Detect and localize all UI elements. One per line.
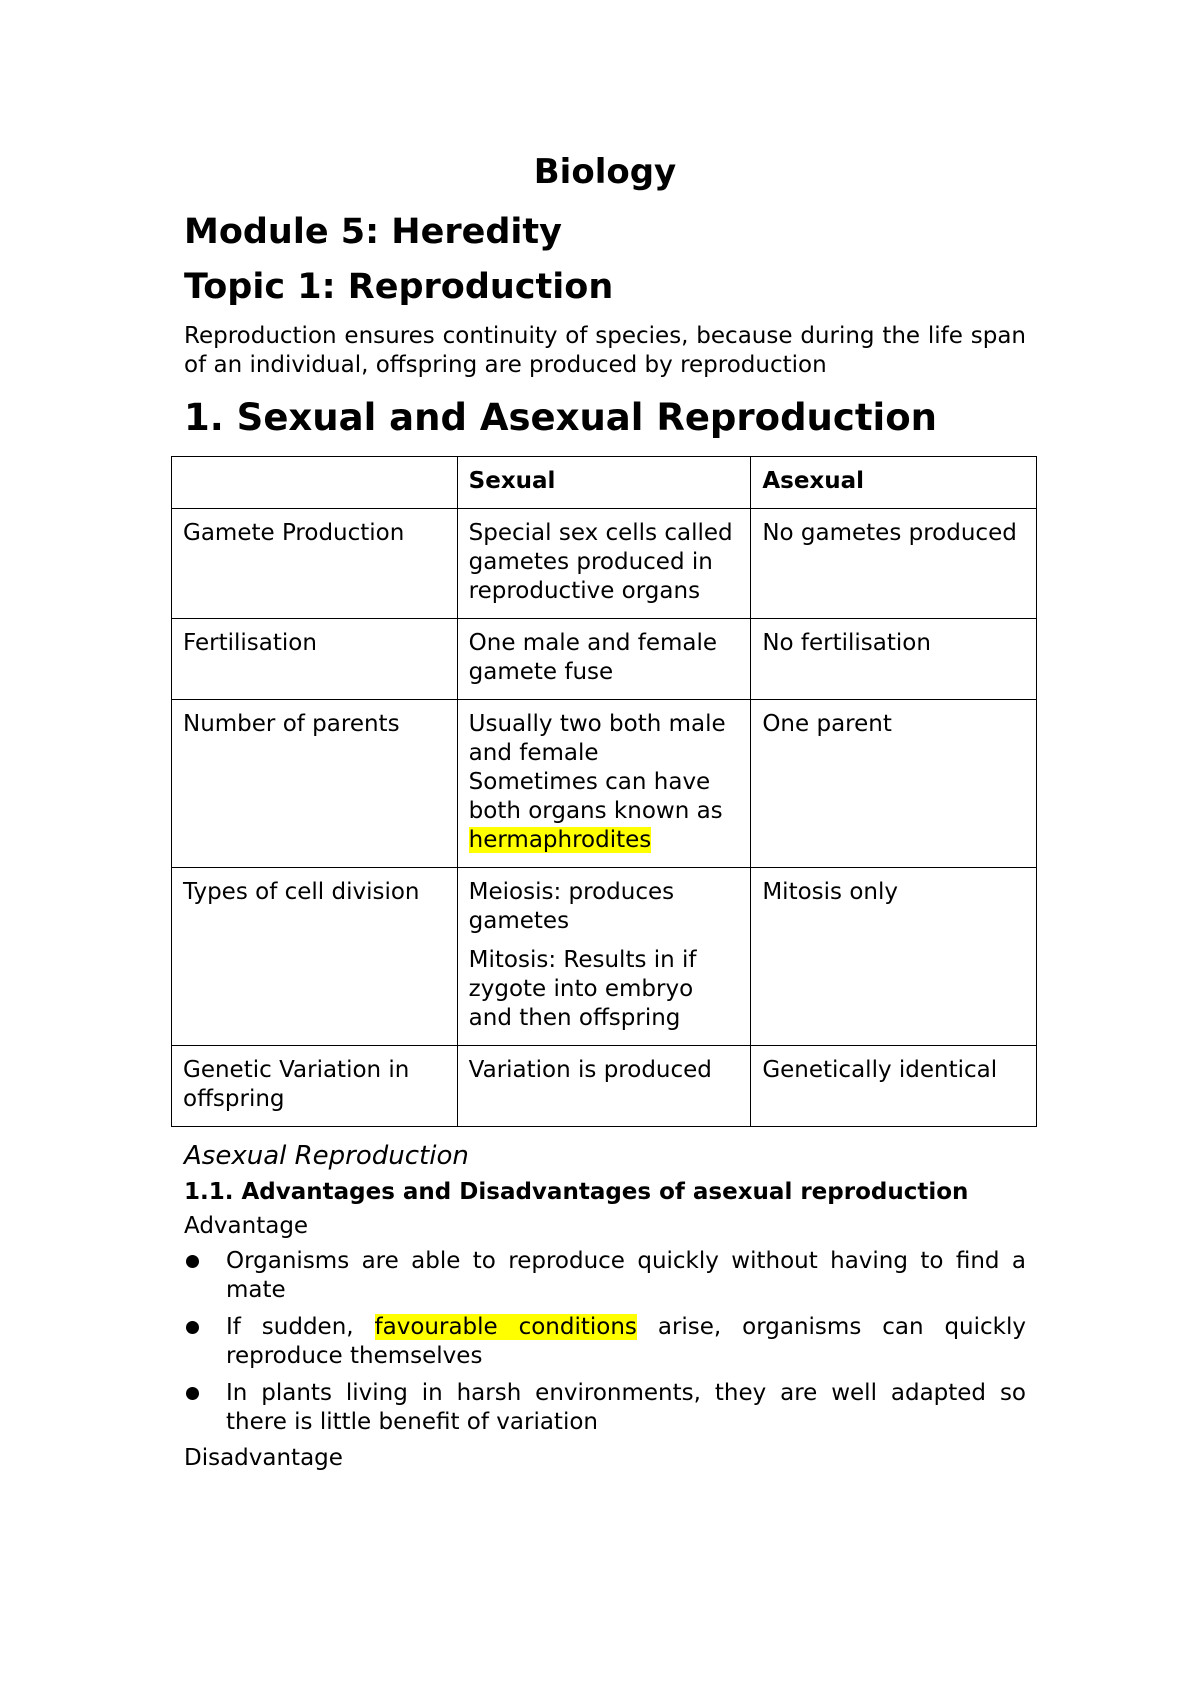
row-label: Genetic Variation in offspring: [172, 1045, 458, 1126]
sexual-cell-line: Usually two both male and female: [468, 710, 726, 766]
row-label: Fertilisation: [172, 618, 458, 699]
asexual-cell: Genetically identical: [751, 1045, 1037, 1126]
list-item: [184, 1313, 1026, 1371]
row-label: Gamete Production: [172, 508, 458, 618]
highlighted-term: favourable conditions: [374, 1313, 637, 1340]
table-row: [172, 618, 1037, 699]
asexual-cell: One parent: [751, 699, 1037, 867]
sexual-cell-paragraph: Mitosis: Results in if zygote into embryo and then offspring: [468, 946, 697, 1031]
row-label: Types of cell division: [172, 867, 458, 1045]
asexual-cell: No gametes produced: [751, 508, 1037, 618]
asexual-cell: No fertilisation: [751, 618, 1037, 699]
advantage-label: Advantage: [184, 1212, 309, 1239]
sexual-cell-line: Sometimes can have both organs known as: [468, 768, 723, 824]
list-item-text: If sudden,: [226, 1313, 354, 1340]
table-header-cell: [172, 456, 458, 508]
sexual-cell: One male and female gamete fuse: [457, 618, 751, 699]
list-item: [184, 1379, 1026, 1437]
table-row: [172, 699, 1037, 867]
sexual-cell: Variation is produced: [457, 1045, 751, 1126]
module-heading: Module 5: Heredity: [184, 211, 562, 252]
sexual-cell: Special sex cells called gametes produced in reproductive organs: [457, 508, 751, 618]
advantages-list: [184, 1247, 1026, 1437]
comparison-table: [171, 456, 1037, 1127]
document-title: Biology: [533, 152, 677, 192]
table-header-cell: Asexual: [751, 456, 1037, 508]
section-heading: 1. Sexual and Asexual Reproduction: [184, 395, 937, 439]
asexual-cell: Mitosis only: [751, 867, 1037, 1045]
sexual-cell-paragraph: Meiosis: produces gametes: [468, 878, 675, 934]
intro-paragraph: Reproduction ensures continuity of species, because during the life span of an individual, offspring are produced by reproduction: [184, 322, 1026, 378]
list-item-text: Organisms are able to reproduce quickly without having to find a mate: [226, 1247, 1026, 1303]
table-row: [172, 1045, 1037, 1126]
table-header-row: [172, 456, 1037, 508]
advantages-subheading: 1.1. Advantages and Disadvantages of asexual reproduction: [184, 1178, 969, 1205]
table-header-cell: Sexual: [457, 456, 751, 508]
table-row: [172, 508, 1037, 618]
disadvantage-label: Disadvantage: [184, 1444, 343, 1471]
table-row: [172, 867, 1037, 1045]
row-label: Number of parents: [172, 699, 458, 867]
bullet-icon: [186, 1321, 199, 1334]
bullet-icon: [186, 1387, 199, 1400]
highlighted-term: hermaphrodites: [468, 826, 652, 853]
bullet-icon: [186, 1255, 199, 1268]
list-item-text: arise, organisms can quickly reproduce themselves: [226, 1313, 1026, 1369]
asexual-heading: Asexual Reproduction: [184, 1140, 469, 1171]
document-content: [184, 150, 1026, 1479]
sexual-cell: [457, 699, 751, 867]
sexual-cell: [457, 867, 751, 1045]
list-item-text: In plants living in harsh environments, they are well adapted so there is little benefit of variation: [226, 1379, 1026, 1435]
list-item: [184, 1247, 1026, 1305]
topic-heading: Topic 1: Reproduction: [184, 266, 614, 307]
